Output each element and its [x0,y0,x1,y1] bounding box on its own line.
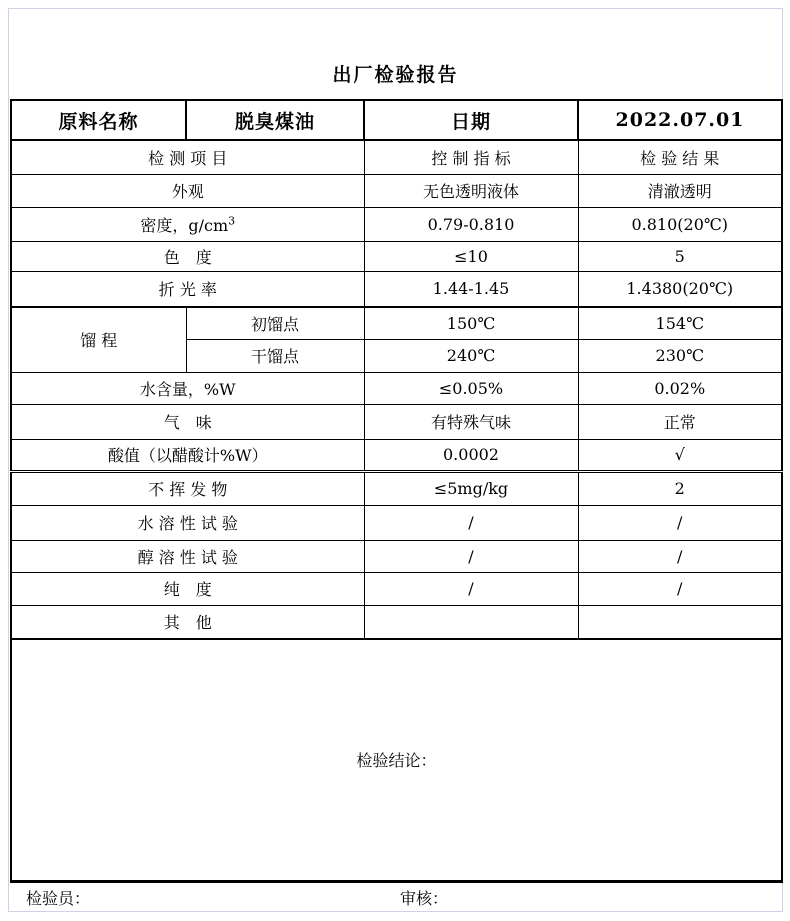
acid-value-spec: 0.0002 [364,439,578,471]
appearance-label: 外观 [11,174,364,207]
row-non-volatile [11,471,782,505]
row-other [11,605,782,639]
other-label: 其 他 [11,605,364,639]
color-result: 5 [578,241,782,271]
row-distillation-initial [11,307,782,339]
signature-row [10,886,781,910]
row-water-content [11,372,782,404]
inspector-label: 检验员： [26,889,91,908]
water-solubility-label: 水 溶 性 试 验 [11,505,364,540]
odor-spec: 有特殊气味 [364,404,578,439]
density-label: 密度，$g/cm^3$ [11,207,364,241]
material-name-value: 脱臭煤油 [186,100,364,140]
dry-point-label: 干馏点 [186,339,364,372]
table-header-row [11,100,782,140]
dry-point-result: 230℃ [578,339,782,372]
row-refractive-index [11,271,782,307]
refractive-index-result: 1.4380(20℃) [578,271,782,307]
non-volatile-label: 不 挥 发 物 [11,471,364,505]
alcohol-solubility-label: 醇 溶 性 试 验 [11,540,364,572]
material-name-label: 原料名称 [11,100,186,140]
density-unit-superscript: 3 [228,214,236,228]
dry-point-spec: 240℃ [364,339,578,372]
initial-boiling-point-label: 初馏点 [186,307,364,339]
alcohol-solubility-spec: / [364,540,578,572]
row-water-solubility [11,505,782,540]
date-label: 日期 [364,100,578,140]
appearance-spec: 无色透明液体 [364,174,578,207]
water-content-label: 水含量，%W [11,372,364,404]
refractive-index-spec: 1.44-1.45 [364,271,578,307]
column-header-item: 检 测 项 目 [11,140,364,174]
color-spec: ≤10 [364,241,578,271]
row-odor [11,404,782,439]
column-header-row [11,140,782,174]
color-label: 色 度 [11,241,364,271]
row-alcohol-solubility [11,540,782,572]
water-solubility-result: / [578,505,782,540]
report-title: 出厂检验报告 [332,64,459,86]
row-acid-value [11,439,782,471]
row-purity [11,572,782,605]
conclusion-cell [11,639,782,881]
reviewer-label: 审核： [400,889,449,908]
row-conclusion [11,639,782,881]
column-header-spec: 控 制 指 标 [364,140,578,174]
other-spec [364,605,578,639]
other-result [578,605,782,639]
distillation-label: 馏 程 [11,307,186,372]
refractive-index-label: 折 光 率 [11,271,364,307]
purity-spec: / [364,572,578,605]
density-result: 0.810(20℃) [578,207,782,241]
non-volatile-result: 2 [578,471,782,505]
row-density [11,207,782,241]
alcohol-solubility-result: / [578,540,782,572]
purity-label: 纯 度 [11,572,364,605]
conclusion-label: 检验结论： [356,751,437,771]
water-content-spec: ≤0.05% [364,372,578,404]
appearance-result: 清澈透明 [578,174,782,207]
row-color [11,241,782,271]
acid-value-label: 酸值（以醋酸计%W） [11,439,364,471]
water-content-result: 0.02% [578,372,782,404]
initial-boiling-point-result: 154℃ [578,307,782,339]
purity-result: / [578,572,782,605]
date-value: 2022.07.01 [578,100,782,140]
acid-value-result: √ [578,439,782,471]
initial-boiling-point-spec: 150℃ [364,307,578,339]
column-header-result: 检 验 结 果 [578,140,782,174]
water-solubility-spec: / [364,505,578,540]
odor-label: 气 味 [11,404,364,439]
odor-result: 正常 [578,404,782,439]
row-appearance [11,174,782,207]
density-spec: 0.79-0.810 [364,207,578,241]
non-volatile-spec: ≤5mg/kg [364,471,578,505]
inspection-report-table [10,99,783,883]
